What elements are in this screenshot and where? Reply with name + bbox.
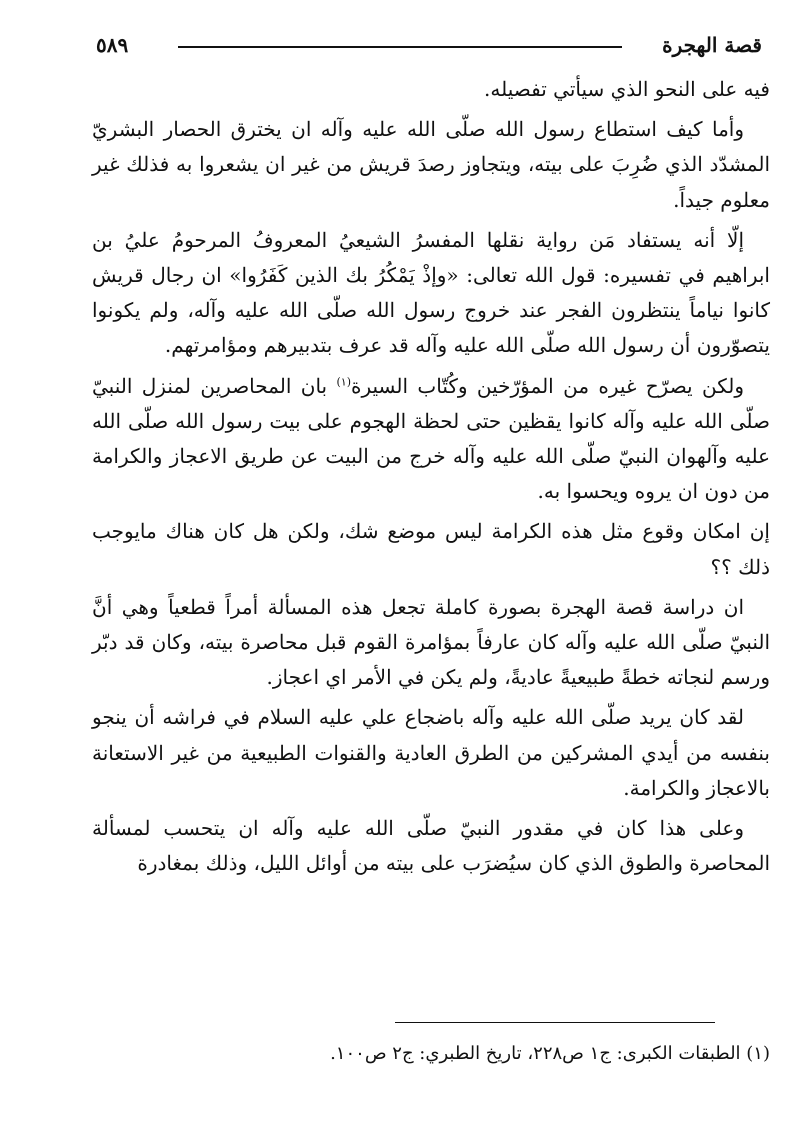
footnote: (١) الطبقات الكبرى: ج١ ص٢٢٨، تاريخ الطبري: ج٢ ص١٠٠. [330,1043,770,1064]
footnote-reference[interactable]: (١) [336,374,351,388]
paragraph-text: بان المحاصرين لمنزل النبيّ صلّى الله عليه وآله كانوا يقظين حتى لحظة الهجوم على بيت رسول الله صلّى الله عليه وآلهوان النبيّ صلّى الله عليه وآله خرج من البيت عن طريق الاعجاز والكرامة من دون ان يروه ويحسوا به. [92,373,770,504]
paragraph: لقد كان يريد صلّى الله عليه وآله باضجاع علي عليه السلام في فراشه أن ينجو بنفسه من أيدي المشركين من الطرق العادية والقنوات الطبيعية من غير الاستعانة بالاعجاز والكرامة. [92,705,770,800]
paragraph: إلّا أنه يستفاد مَن رواية نقلها المفسرُ الشيعيُ المعروفُ المرحومُ عليُ بن ابراهيم في تفسيره: قول الله تعالى: «وإذْ يَمْكُرُ بك الذين كَفَرُوا» ان رجال قريش كانوا نياماً ينتظرون الفجر عند خروج رسول الله صلّى الله عليه وآله، ولم يكونوا يتصوّرون أن رسول الله صلّى الله عليه وآله قد عرف بتدبيرهم ومؤامرتهم. [92,227,770,358]
page-number: ٥٨٩ [96,33,129,57]
paragraph: إن امكان وقوع مثل هذه الكرامة ليس موضع شك، ولكن هل كان هناك مايوجب ذلك ؟؟ [92,519,770,579]
footnote-separator [395,1022,715,1023]
paragraph: وأما كيف استطاع رسول الله صلّى الله عليه وآله ان يخترق الحصار البشريّ المشدّد الذي ضُرِبَ على بيته، ويتجاوز رصدَ قريش من غير ان يشعروا به فذلك غير معلوم جيداً. [92,117,770,212]
paragraph: فيه على النحو الذي سيأتي تفصيله. [484,77,770,101]
header-rule [178,46,622,48]
body-text [92,72,770,881]
paragraph-text: ولكن يصرّح غيره من المؤرّخين وكُتّاب السيرة [351,373,744,398]
paragraph-with-footnote-ref [92,369,770,510]
running-title: قصة الهجرة [662,33,762,57]
paragraph: ان دراسة قصة الهجرة بصورة كاملة تجعل هذه المسألة أمراً قطعياً وهي أنَّ النبيّ صلّى الله عليه وآله كان عارفاً بمؤامرة القوم قبل محاصرة بيته، وكان قد دبّر ورسم لنجاته خطةً طبيعيةً عاديةً، ولم يكن في الأمر اي اعجاز. [92,594,770,690]
running-header [96,30,762,60]
paragraph: وعلى هذا كان في مقدور النبيّ صلّى الله عليه وآله ان يتحسب لمسألة المحاصرة والطوق الذي كان سيُضرَب على بيته من أوائل الليل، وذلك بمغادرة [92,816,770,876]
